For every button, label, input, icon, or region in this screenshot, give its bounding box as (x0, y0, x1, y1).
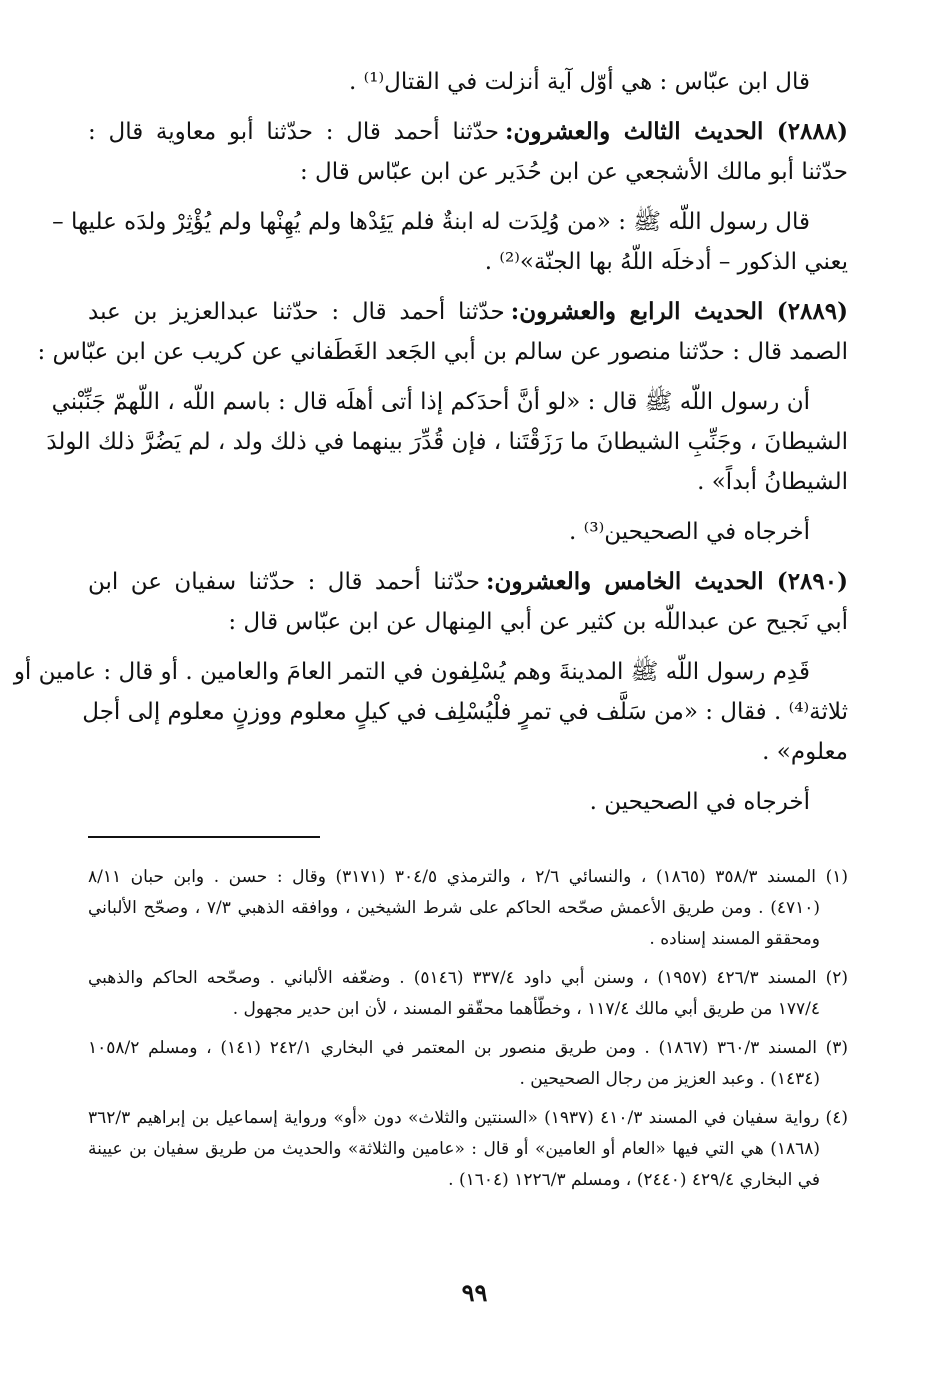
hadith-2890-line-1 (88, 562, 848, 602)
hadith-2888-text-2: يعني الذكور – أدخلَه اللّهُ بها الجنّة»⁽²⁾ . (484, 249, 848, 275)
hadith-2888-line-1 (88, 112, 848, 152)
hadith-2890-text-3: معلوم» . (762, 739, 848, 765)
hadith-2888-text-1: قال رسول اللّه ﷺ : «من وُلِدَت له ابنةٌ فلم يَئِدْها ولم يُهِنْها ولم يُؤْثِرْ ولدَه عليها – (52, 209, 810, 235)
footnote-2-line-1: (٢) المسند ٤٢٦/٣ (١٩٥٧) ، وسنن أبي داود ٣٣٧/٤ (٥١٤٦) . وضعّفه الألباني . وصحّحه الحاكم والذهبي (88, 968, 848, 988)
hadith-2889-line-1 (88, 292, 848, 332)
hadith-2888-line-2: حدّثنا أبو مالك الأشجعي عن ابن حُدَير عن ابن عبّاس قال : (299, 159, 848, 185)
footnote-4-line-3: في البخاري ٤٢٩/٤ (٢٤٤٠) ، ومسلم ١٢٢٦/٣ (١٦٠٤) . (448, 1170, 820, 1190)
intro-line: قال ابن عبّاس : هي أوّل آية أنزلت في القتال⁽¹⁾ . (348, 69, 810, 95)
footnote-1-line-1: (١) المسند ٣٥٨/٣ (١٨٦٥) ، والنسائي ٢/٦ ، والترمذي ٣٠٤/٥ (٣١٧١) وقال : حسن . وابن حبان ٨/١١ (88, 867, 848, 887)
hadith-2889-text-3: الشيطانُ أبداً» . (697, 469, 848, 495)
page-number: ٩٩ (461, 1278, 488, 1307)
footnote-separator (88, 836, 320, 838)
footnote-4-line-2: (١٨٦٨) هي التي فيها «العام أو العامين» أو قال : «عامين والثلاثة» والحديث من طريق سفيان بن عيينة (88, 1139, 820, 1159)
hadith-2889-text-1: أن رسول اللّه ﷺ قال : «لو أنَّ أحدَكم إذا أتى أهلَه قال : باسم اللّه ، اللّهمّ جَنِّبْني (51, 389, 810, 415)
footnote-3-line-2: (١٤٣٤) . وعبد العزيز من رجال الصحيحين . (519, 1069, 820, 1089)
footnote-2-line-2: ١٧٧/٤ من طريق أبي مالك ١١٧/٤ ، وخطّأهما محقّقو المسند ، لأن ابن حدير مجهول . (232, 999, 820, 1019)
hadith-2889-line-2: الصمد قال : حدّثنا منصور عن سالم بن أبي الجَعد الغَطَفاني عن كريب عن ابن عبّاس : (37, 339, 848, 365)
footnote-3-line-1: (٣) المسند ٣٦٠/٣ (١٨٦٧) . ومن طريق منصور بن المعتمر في البخاري ٢٤٢/١ (١٤١) ، ومسلم ١٠٥٨/٢ (88, 1038, 849, 1058)
hadith-2889-text-2: الشيطانَ ، وجَنِّبِ الشيطانَ ما رَزَقْتَنا ، فإن قُدِّرَ بينهما في ذلك ولد ، لم يَضُرَّ ذلك الولدَ (46, 429, 848, 455)
hadith-2888-heading: (٢٨٨٨) الحديث الثالث والعشرون: (504, 118, 849, 145)
footnotes (88, 862, 848, 1196)
hadith-2888-isnad-1: حدّثنا أحمد قال : حدّثنا أبو معاوية قال : (88, 119, 499, 145)
hadith-2890-isnad-1: حدّثنا أحمد قال : حدّثنا سفيان عن ابن (88, 569, 480, 595)
hadith-2890-heading: (٢٨٩٠) الحديث الخامس والعشرون: (485, 568, 848, 595)
book-page (13, 62, 849, 1196)
hadith-2890-line-2: أبي نَجيح عن عبداللّه بن كثير عن أبي المِنهال عن ابن عبّاس قال : (228, 609, 848, 635)
hadith-2890-text-1: قَدِم رسول اللّه ﷺ المدينةَ وهم يُسْلِفون في التمر العامَ والعامين . أو قال : عامين أو (13, 659, 810, 685)
hadith-2889-heading: (٢٨٨٩) الحديث الرابع والعشرون: (510, 298, 848, 325)
hadith-2890-takhrij: أخرجاه في الصحيحين . (589, 789, 810, 815)
footnote-4-line-1: (٤) رواية سفيان في المسند ٤١٠/٣ (١٩٣٧) «السنتين والثلاث» دون «أو» ورواية إسماعيل بن إبراهيم ٣٦٢/٣ (88, 1108, 848, 1128)
hadith-2890-text-2: ثلاثة⁽⁴⁾ . فقال : «من سَلَّف في تمرٍ فلْيُسْلِف في كيلٍ معلوم ووزنٍ معلوم إلى أجل (82, 699, 848, 725)
hadith-2889-takhrij: أخرجاه في الصحيحين⁽³⁾ . (569, 519, 810, 545)
footnote-1-line-2: (٤٧١٠) . ومن طريق الأعمش صحّحه الحاكم على شرط الشيخين ، ووافقه الذهبي ٧/٣ ، وصحّح الألباني (88, 898, 820, 918)
footnote-1-line-3: ومحققو المسند إسناده . (649, 929, 820, 949)
hadith-2889-isnad-1: حدّثنا أحمد قال : حدّثنا عبدالعزيز بن عبد (88, 299, 505, 325)
